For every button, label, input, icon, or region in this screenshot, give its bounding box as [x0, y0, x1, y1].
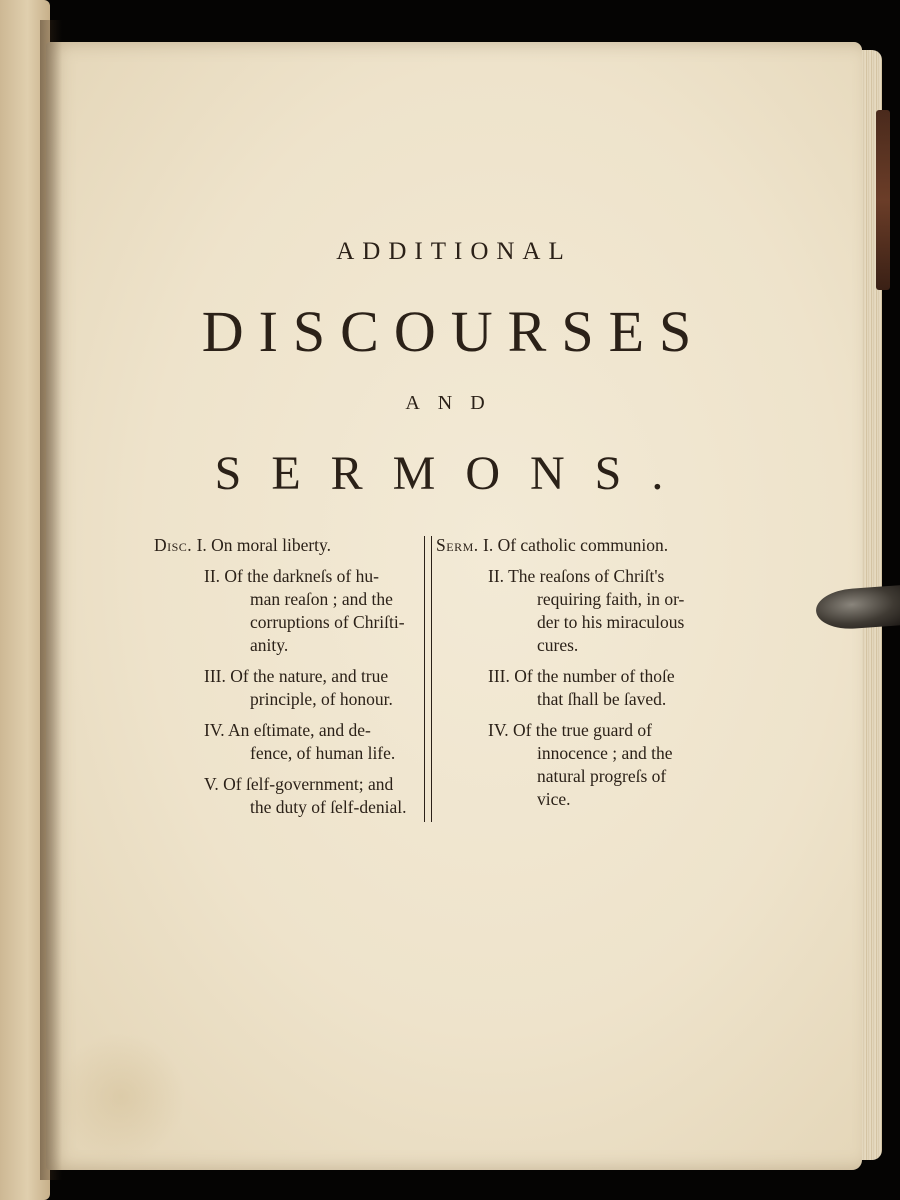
title-sermons: SERMONS.: [214, 447, 694, 500]
sermon-entry-4: [436, 719, 711, 811]
sermon-title-line: cures.: [537, 635, 579, 655]
sermon-entry-2: [436, 565, 711, 657]
discourses-column: [154, 534, 424, 819]
column-divider: [424, 536, 432, 822]
discourse-entry-1: [154, 534, 424, 557]
title-discourses: DISCOURSES: [201, 299, 707, 364]
sermon-title-line: natural progreſs of: [537, 766, 667, 786]
sermon-title-line: Of the true guard of: [512, 720, 652, 740]
discourse-entry-2: [154, 565, 424, 657]
discourse-title-line: corruptions of Chriſti-: [250, 612, 405, 632]
discourse-title-line: man reaſon ; and the: [250, 589, 393, 609]
discourse-entry-first-line: [154, 665, 424, 688]
discourse-numeral: II.: [204, 566, 221, 586]
sermon-title-line: The reaſons of Chriſt's: [508, 566, 665, 586]
cover-edge: [876, 110, 890, 290]
sermon-numeral: I.: [483, 535, 494, 555]
sermon-numeral: III.: [488, 666, 510, 686]
discourse-numeral: V.: [204, 774, 219, 794]
discourse-numeral: IV.: [204, 720, 225, 740]
title-page: [46, 42, 862, 1170]
sermons-column: [436, 534, 711, 811]
sermon-title-line: innocence ; and the: [537, 743, 673, 763]
discourse-title-line: the duty of ſelf-denial.: [250, 797, 407, 817]
discourse-title-line: Of the nature, and true: [230, 666, 389, 686]
discourse-entry-3: [154, 665, 424, 711]
sermon-numeral: II.: [488, 566, 505, 586]
sermon-title: Of catholic communion.: [497, 535, 669, 555]
sermon-title-line: Of the number of thoſe: [514, 666, 675, 686]
discourse-title-line: anity.: [250, 635, 289, 655]
sermon-entry-first-line: [436, 665, 711, 688]
discourse-numeral: III.: [204, 666, 226, 686]
sermons-label: Serm.: [436, 535, 479, 555]
discourse-title-line: Of ſelf-government; and: [223, 774, 394, 794]
sermon-title-line: that ſhall be ſaved.: [537, 689, 667, 709]
sermon-entry-3: [436, 665, 711, 711]
title-additional: ADDITIONAL: [336, 238, 572, 265]
sermon-numeral: IV.: [488, 720, 509, 740]
discourse-entry-first-line: [154, 719, 424, 742]
discourse-title-line: fence, of human life.: [250, 743, 396, 763]
sermon-title-line: der to his miraculous: [537, 612, 685, 632]
sermon-entry-1: [436, 534, 711, 557]
gutter-shadow: [40, 20, 62, 1180]
discourse-title-line: principle, of honour.: [250, 689, 393, 709]
sermon-entry-first-line: [436, 719, 711, 742]
discourses-label: Disc.: [154, 535, 193, 555]
discourse-entry-5: [154, 773, 424, 819]
sermon-entry-first-line: [436, 565, 711, 588]
discourse-entry-4: [154, 719, 424, 765]
discourse-numeral: I.: [196, 535, 207, 555]
title-and: AND: [405, 392, 503, 414]
page-stain: [56, 1032, 186, 1162]
discourse-entry-first-line: [154, 773, 424, 796]
sermon-title-line: vice.: [537, 789, 571, 809]
discourse-title: On moral liberty.: [211, 535, 332, 555]
discourse-title-line: Of the darkneſs of hu-: [224, 566, 379, 586]
sermon-title-line: requiring faith, in or-: [537, 589, 685, 609]
discourse-title-line: An eſtimate, and de-: [228, 720, 371, 740]
discourse-entry-first-line: [154, 565, 424, 588]
